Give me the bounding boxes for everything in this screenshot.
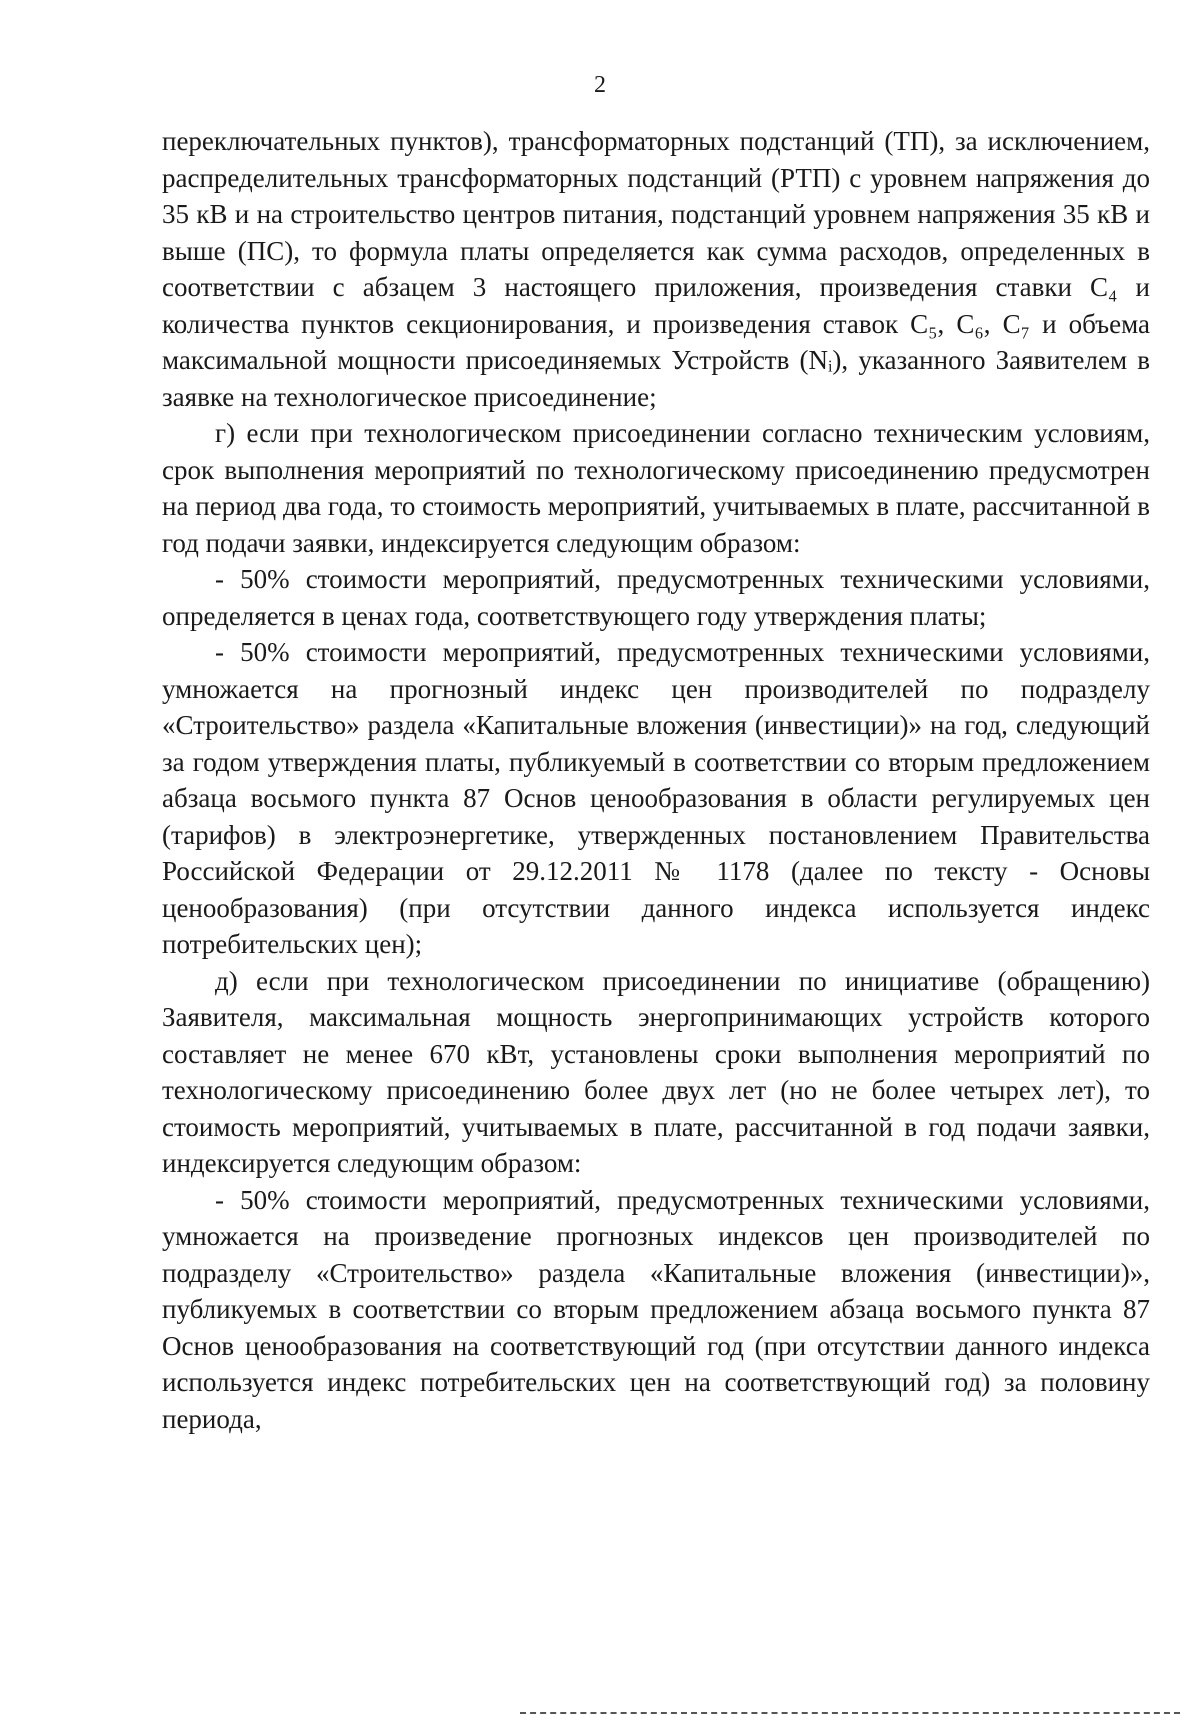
- paragraph-item-d-dash-1: - 50% стоимости мероприятий, предусмотренных техническими условиями, умножается на произведение прогнозных индексов цен производителей по подразделу «Строительство» раздела «Капитальные вложения (инвестиции)», публикуемых в соответствии со вторым предложением абзаца восьмого пункта 87 Основ ценообразования на соответствующий год (при отсутствии данного индекса используется индекс потребительских цен на соответствующий год) за половину периода,: [162, 1184, 1150, 1434]
- paragraph-item-g-dash-1: - 50% стоимости мероприятий, предусмотренных техническими условиями, определяется в ценах года, соответствующего году утверждения платы;: [162, 564, 1150, 631]
- paragraph-continuation: переключательных пунктов), трансформаторных подстанций (ТП), за исключением, распределительных трансформаторных подстанций (РТП) с уровнем напряжения до 35 кВ и на строительство центров питания, подстанций уровнем напряжения 35 кВ и выше (ПС), то формула платы определяется как сумма расходов, определенных в соответствии с абзацем 3 настоящего приложения, произведения ставки C₄ и количества пунктов секционирования, и произведения ставок C₅, C₆, C₇ и объема максимальной мощности присоединяемых Устройств (Nᵢ), указанного Заявителем в заявке на технологическое присоединение;: [162, 126, 1150, 412]
- paragraph-item-g-dash-2: - 50% стоимости мероприятий, предусмотренных техническими условиями, умножается на прогнозный индекс цен производителей по подразделу «Строительство» раздела «Капитальные вложения (инвестиции)» на год, следующий за годом утверждения платы, публикуемый в соответствии со вторым предложением абзаца восьмого пункта 87 Основ ценообразования в области регулируемых цен (тарифов) в электроэнергетике, утвержденных постановлением Правительства Российской Федерации от 29.12.2011 № 1178 (далее по тексту - Основы ценообразования) (при отсутствии данного индекса используется индекс потребительских цен);: [162, 637, 1150, 959]
- page-number: 2: [594, 72, 606, 98]
- paragraph-item-d: д) если при технологическом присоединении по инициативе (обращению) Заявителя, максимальная мощность энергопринимающих устройств которого составляет не менее 670 кВт, установлены сроки выполнения мероприятий по технологическому присоединению более двух лет (но не более четырех лет), то стоимость мероприятий, учитываемых в плате, рассчитанной в год подачи заявки, индексируется следующим образом:: [162, 965, 1150, 1178]
- document-body: [162, 123, 1150, 1437]
- page-bottom-rule: [520, 1712, 1180, 1714]
- paragraph-item-g: г) если при технологическом присоединении согласно техническим условиям, срок выполнения мероприятий по технологическому присоединению предусмотрен на период два года, то стоимость мероприятий, учитываемых в плате, рассчитанной в год подачи заявки, индексируется следующим образом:: [162, 418, 1150, 558]
